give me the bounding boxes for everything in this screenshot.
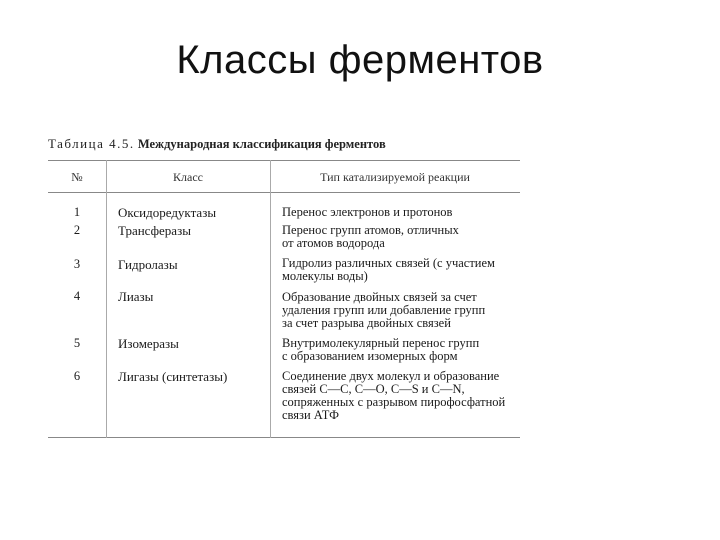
table-caption-prefix: Таблица 4.5. <box>48 136 135 151</box>
enzyme-class-name: Трансферазы <box>118 223 191 238</box>
reaction-type: Образование двойных связей за счет удаления групп или добавление групп за счет разрыва двойных связей <box>282 290 486 330</box>
reaction-type: Перенос групп атомов, отличных от атомов водорода <box>282 223 459 250</box>
enzyme-class-name: Лиазы <box>118 289 154 304</box>
reaction-type: Соединение двух молекул и образование связей С—С, С—О, С—S и С—N, сопряженных с разрывом пирофосфатной связи АТФ <box>282 369 506 422</box>
enzyme-class-name: Изомеразы <box>118 336 179 351</box>
enzyme-class-name: Оксидоредуктазы <box>118 205 217 220</box>
table-header-rule <box>48 192 520 193</box>
reaction-type: Внутримолекулярный перенос групп с образованием изомерных форм <box>282 336 480 363</box>
reaction-type: Перенос электронов и протонов <box>282 205 453 219</box>
column-header-class: Класс <box>173 170 203 184</box>
reaction-type: Гидролиз различных связей (с участием молекулы воды) <box>282 256 495 283</box>
row-number: 2 <box>73 223 81 237</box>
table-caption-title: Международная классификация ферментов <box>137 137 386 151</box>
table-column-divider <box>270 160 271 438</box>
column-header-reaction: Тип катализируемой реакции <box>320 170 470 184</box>
table-column-divider <box>106 160 107 438</box>
row-number: 6 <box>73 369 81 383</box>
row-number: 4 <box>73 289 81 303</box>
table-caption <box>48 136 386 152</box>
table-bottom-rule <box>48 437 520 438</box>
row-number: 5 <box>73 336 81 350</box>
slide-title: Классы ферментов <box>176 38 544 82</box>
enzyme-class-name: Лигазы (синтетазы) <box>118 369 228 384</box>
table-top-rule <box>48 160 520 161</box>
row-number: 3 <box>73 257 81 271</box>
enzyme-classification-table <box>48 160 520 438</box>
enzyme-class-name: Гидролазы <box>118 257 178 272</box>
row-number: 1 <box>73 205 81 219</box>
column-header-num: № <box>71 170 83 184</box>
